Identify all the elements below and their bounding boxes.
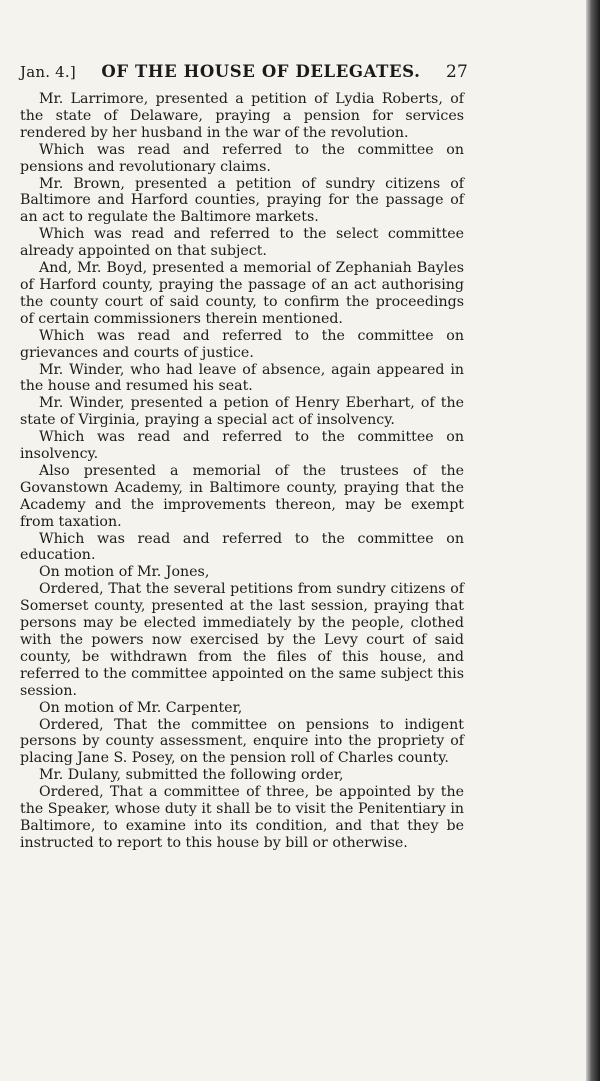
paragraph: Which was read and referred to the select committee already appointed on that subject. xyxy=(20,226,464,260)
page-header xyxy=(20,62,468,82)
body-text xyxy=(20,91,464,852)
paragraph: Also presented a memorial of the trustees of the Govanstown Academy, in Baltimore county, praying that the Academy and the improvements thereon, may be exempt from taxation. xyxy=(20,462,464,530)
header-date: Jan. 4.] xyxy=(20,63,76,81)
motion-line: On motion of Mr. Jones, xyxy=(39,564,210,581)
paragraph: Mr. Dulany, submitted the following order, xyxy=(39,767,344,784)
paragraph: Ordered, That a committee of three, be appointed by the the Speaker, whose duty it shall be to visit the Penitentiary in Baltimore, to examine into its condition, and that they be instructed to report to this house by bill or otherwise. xyxy=(20,784,464,851)
paragraph: Which was read and referred to the committee on insolvency. xyxy=(20,429,464,463)
paragraph: And, Mr. Boyd, presented a memorial of Zephaniah Bayles of Harford county, praying the passage of an act authorising the county court of said county, to confirm the proceedings of certain commissioners therein mentioned. xyxy=(20,260,464,327)
motion-line: On motion of Mr. Carpenter, xyxy=(39,699,243,716)
page-number: 27 xyxy=(445,62,468,82)
header-title: OF THE HOUSE OF DELEGATES. xyxy=(101,62,421,81)
paragraph: Ordered, That the several petitions from sundry citizens of Somerset county, presented at the last session, praying that persons may be elected immediately by the people, clothed with the powers now exercised by the Levy court of said county, be withdrawn from the files of this house, and referred to the committee appointed on the same subject this session. xyxy=(20,581,464,699)
paragraph: Mr. Larrimore, presented a petition of Lydia Roberts, of the state of Delaware, praying a pension for services rendered by her husband in the war of the revolution. xyxy=(20,91,464,141)
paragraph: Mr. Brown, presented a petition of sundry citizens of Baltimore and Harford counties, praying for the passage of an act to regulate the Baltimore markets. xyxy=(20,175,464,226)
paragraph: Mr. Winder, who had leave of absence, again appeared in the house and resumed his seat. xyxy=(20,361,464,395)
paragraph: Which was read and referred to the committee on grievances and courts of justice. xyxy=(20,327,464,361)
paragraph: Which was read and referred to the committee on pensions and revolutionary claims. xyxy=(20,141,464,175)
paragraph: Which was read and referred to the committee on education. xyxy=(20,530,464,564)
scan-edge-shadow xyxy=(586,0,600,1081)
document-page xyxy=(20,62,468,852)
paragraph: Ordered, That the committee on pensions to indigent persons by county assessment, enquire into the propriety of placing Jane S. Posey, on the pension roll of Charles county. xyxy=(20,716,464,767)
paragraph: Mr. Winder, presented a petion of Henry Eberhart, of the state of Virginia, praying a special act of insolvency. xyxy=(20,395,464,429)
